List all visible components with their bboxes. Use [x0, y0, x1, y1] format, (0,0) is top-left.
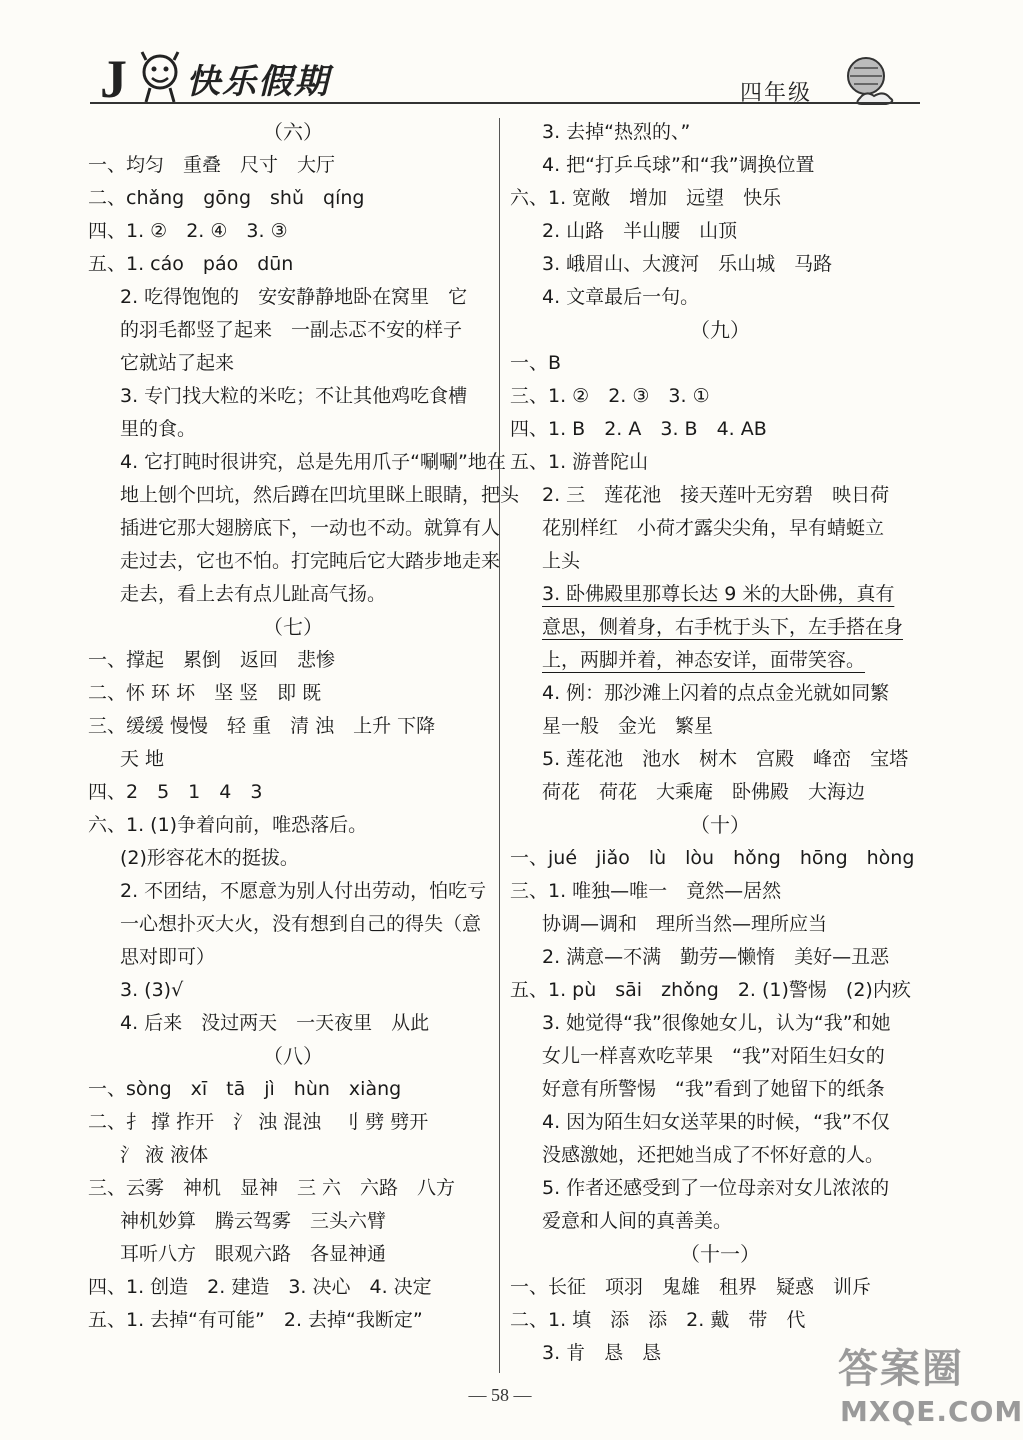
answer-line: 女儿一样喜欢吃苹果 “我”对陌生妇女的: [542, 1045, 885, 1067]
answer-line: 5. 作者还感受到了一位母亲对女儿浓浓的: [542, 1177, 890, 1199]
answer-line: 3. 卧佛殿里那尊长达 9 米的大卧佛，真有: [542, 583, 895, 605]
answer-line: 星一般 金光 繁星: [542, 715, 714, 737]
answer-line: 2. 山路 半山腰 山顶: [542, 220, 738, 242]
answer-line: 氵 液 液体: [120, 1144, 209, 1166]
answer-line: 爱意和人间的真善美。: [542, 1210, 733, 1232]
answer-line: 神机妙算 腾云驾雾 三头六臂: [120, 1210, 387, 1232]
answer-line: 2. 不团结，不愿意为别人付出劳动，怕吃亏: [120, 880, 487, 902]
brand-title: 快乐假期: [186, 62, 330, 102]
answer-line: 上头: [542, 550, 581, 572]
answer-line: 意思，侧着身，右手枕于头下，左手搭在身: [542, 616, 904, 638]
answer-line: 一、sòng xī tā jì hùn xiàng: [88, 1078, 402, 1100]
answer-line: 六、1. (1)争着向前，唯恐落后。: [88, 814, 368, 836]
answer-line: 天 地: [120, 748, 165, 770]
column-divider: [499, 118, 500, 1373]
answer-line: 一、jué jiǎo lù lòu hǒng hōng hòng: [510, 847, 915, 869]
answer-line: 四、1. ② 2. ④ 3. ③: [88, 220, 288, 242]
answer-line: 二、怀 环 坏 坚 竖 即 既: [88, 682, 322, 704]
answer-line: 五、1. 游普陀山: [510, 451, 649, 473]
watermark-logo: [820, 1335, 1023, 1435]
watermark-bottom: MXQE.COM: [840, 1395, 1023, 1428]
answer-line: 地上刨个凹坑，然后蹲在凹坑里眯上眼睛，把头: [120, 484, 520, 506]
section-heading: （十）: [690, 813, 750, 837]
answer-line: 一、撑起 累倒 返回 悲惨: [88, 649, 336, 671]
page-number: — 58 —: [468, 1385, 532, 1405]
watermark-top: 答案圈: [838, 1346, 964, 1392]
answer-line: 3. 去掉“热烈的、”: [542, 121, 691, 143]
answer-line: 4. 文章最后一句。: [542, 286, 700, 308]
answer-line: 4. 因为陌生妇女送苹果的时候，“我”不仅: [542, 1111, 890, 1133]
answer-line: 4. 把“打乒乓球”和“我”调换位置: [542, 154, 815, 176]
answer-line: 里的食。: [120, 418, 197, 440]
right-column: [510, 116, 930, 1370]
page-header: [90, 40, 920, 110]
answer-line: 3. 她觉得“我”很像她女儿，认为“我”和她: [542, 1012, 891, 1034]
logo-letter: J: [100, 49, 127, 109]
section-heading: （十一）: [680, 1242, 760, 1266]
answer-line: 插进它那大翅膀底下，一动也不动。就算有人: [120, 517, 501, 539]
answer-line: 4. 它打盹时很讲究，总是先用爪子“唰唰”地在: [120, 451, 506, 473]
header-rule: [90, 102, 920, 104]
answer-line: 一、长征 项羽 鬼雄 租界 疑惑 训斥: [510, 1276, 872, 1298]
answer-line: 3. 肯 恳 恳: [542, 1342, 662, 1364]
answer-line: 一、均匀 重叠 尺寸 大厅: [88, 154, 336, 176]
answer-line: 它就站了起来: [120, 352, 235, 374]
answer-line: 上，两脚并着，神态安详，面带笑容。: [542, 649, 866, 671]
answer-line: 没感激她，还把她当成了不怀好意的人。: [542, 1144, 885, 1166]
answer-line: 思对即可）: [120, 946, 216, 968]
answer-line: 四、2 5 1 4 3: [88, 781, 263, 803]
grade-label: 四年级: [740, 81, 813, 106]
section-heading: （六）: [263, 120, 323, 144]
answer-line: 4. 后来 没过两天 一天夜里 从此: [120, 1012, 430, 1034]
answer-line: 4. 例：那沙滩上闪着的点点金光就如同繁: [542, 682, 890, 704]
answer-line: 好意有所警惕 “我”看到了她留下的纸条: [542, 1078, 885, 1100]
answer-line: 一、B: [510, 352, 562, 374]
answer-line: 3. 峨眉山、大渡河 乐山城 马路: [542, 253, 833, 275]
answer-line: 2. 三 莲花池 接天莲叶无穷碧 映日荷: [542, 484, 890, 506]
answer-line: 二、1. 填 添 添 2. 戴 带 代: [510, 1309, 806, 1331]
sun-cloud-icon: [840, 52, 900, 108]
answer-line: 花别样红 小荷才露尖尖角，早有蜻蜓立: [542, 517, 885, 539]
answer-line: 三、云雾 神机 显神 三 六 六路 八方: [88, 1177, 456, 1199]
answer-line: 三、缓缓 慢慢 轻 重 清 浊 上升 下降: [88, 715, 436, 737]
answer-line: 四、1. B 2. A 3. B 4. AB: [510, 418, 767, 440]
answer-line: 一心想扑灭大火，没有想到自己的得失（意: [120, 913, 482, 935]
answer-line: 走去，看上去有点儿趾高气扬。: [120, 583, 387, 605]
answer-line: 耳听八方 眼观六路 各显神通: [120, 1243, 387, 1265]
answer-line: 四、1. 创造 2. 建造 3. 决心 4. 决定: [88, 1276, 432, 1298]
answer-line: 5. 莲花池 池水 树木 宫殿 峰峦 宝塔: [542, 748, 909, 770]
answer-line: (2)形容花木的挺拔。: [120, 847, 299, 869]
answer-line: 二、扌 撑 拃开 氵 浊 混浊 刂 劈 劈开: [88, 1111, 429, 1133]
answer-line: 3. (3)√: [120, 979, 184, 1001]
answer-line: 三、1. 唯独—唯一 竟然—居然: [510, 880, 782, 902]
answer-line: 二、chǎng gōng shǔ qíng: [88, 187, 365, 209]
answer-line: 2. 满意—不满 勤劳—懒惰 美好—丑恶: [542, 946, 890, 968]
answer-line: 3. 专门找大粒的米吃；不让其他鸡吃食槽: [120, 385, 468, 407]
answer-line: 六、1. 宽敞 增加 远望 快乐: [510, 187, 782, 209]
answer-line: 三、1. ② 2. ③ 3. ①: [510, 385, 710, 407]
answer-line: 五、1. 去掉“有可能” 2. 去掉“我断定”: [88, 1309, 423, 1331]
answer-line: 五、1. cáo páo dūn: [88, 253, 294, 275]
section-heading: （九）: [690, 318, 750, 342]
mascot-icon: [132, 48, 188, 104]
answer-line: 荷花 荷花 大乘庵 卧佛殿 大海边: [542, 781, 866, 803]
section-heading: （八）: [263, 1044, 323, 1068]
answer-line: 的羽毛都竖了起来 一副忐忑不安的样子: [120, 319, 463, 341]
answer-line: 协调—调和 理所当然—理所应当: [542, 913, 828, 935]
section-heading: （七）: [263, 615, 323, 639]
answer-line: 2. 吃得饱饱的 安安静静地卧在窝里 它: [120, 286, 468, 308]
left-column: [88, 116, 520, 1337]
answer-line: 五、1. pù sāi zhǒng 2. (1)警惕 (2)内疚: [510, 979, 911, 1001]
answer-line: 走过去，它也不怕。打完盹后它大踏步地走来: [120, 550, 501, 572]
